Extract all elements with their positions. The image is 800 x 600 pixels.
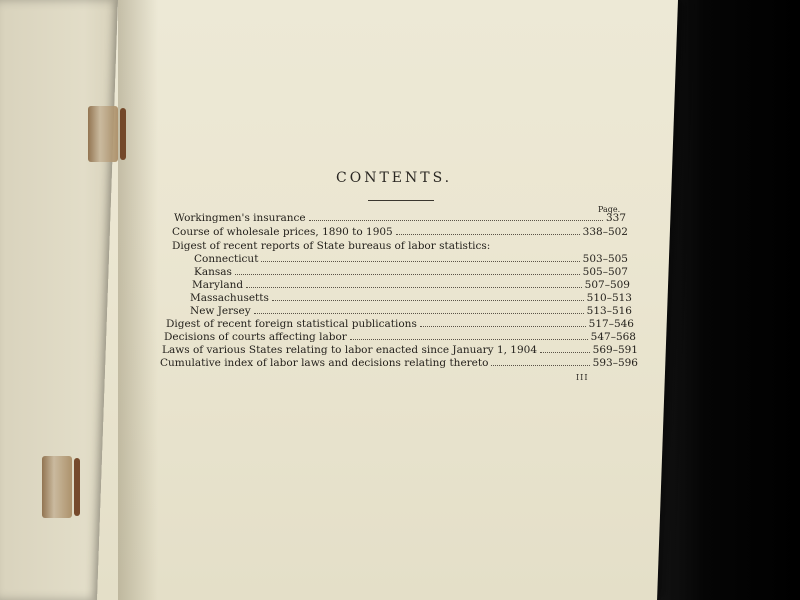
- toc-entry-title: New Jersey: [190, 305, 251, 317]
- toc-entry: [172, 240, 628, 254]
- toc-entry-title: Kansas: [194, 266, 232, 278]
- page-column-label: Page.: [598, 205, 621, 214]
- toc-entry-pages: 569–591: [592, 344, 638, 356]
- toc-entry-pages: 503–505: [582, 253, 628, 265]
- toc-entry: [162, 344, 638, 358]
- toc-entry: [166, 318, 634, 332]
- toc-entry-title: Digest of recent foreign statistical publications: [166, 318, 417, 330]
- toc-entry: [160, 357, 638, 371]
- toc-entry-pages: 513–516: [586, 305, 632, 317]
- toc-entry-pages: 338–502: [582, 226, 628, 238]
- toc-entry-pages: 507–509: [584, 279, 630, 291]
- toc-entry-title: Laws of various States relating to labor enacted since January 1, 1904: [162, 344, 538, 356]
- toc-entry-title: Course of wholesale prices, 1890 to 1905: [172, 226, 393, 238]
- toc-entry-title: Massachusetts: [190, 292, 269, 304]
- toc-entry-pages: 547–568: [590, 331, 636, 343]
- toc-entry: [174, 212, 626, 226]
- toc-entry-pages: 517–546: [588, 318, 634, 330]
- toc-entry-title: Maryland: [192, 279, 244, 291]
- toc-entry-title: Workingmen's insurance: [174, 212, 306, 224]
- toc-entry-title: Decisions of courts affecting labor: [164, 331, 347, 343]
- toc-entry: [194, 266, 628, 280]
- toc-entry-title: Digest of recent reports of State bureaus of labor statistics:: [172, 240, 491, 252]
- toc-entry: [172, 226, 628, 240]
- toc-entry: [192, 279, 630, 293]
- toc-entry: [164, 331, 636, 345]
- toc-entry: [190, 305, 632, 319]
- toc-entry-title: Cumulative index of labor laws and decisions relating thereto: [160, 357, 489, 369]
- toc-entry-pages: 510–513: [586, 292, 632, 304]
- toc-entry-pages: 337: [605, 212, 626, 224]
- toc-entry: [190, 292, 632, 306]
- toc-entry-pages: 505–507: [582, 266, 628, 278]
- toc-entry: [194, 253, 628, 267]
- toc-entry-pages: 593–596: [592, 357, 638, 369]
- toc-entry-title: Connecticut: [194, 253, 259, 265]
- page-folio: III: [576, 373, 589, 382]
- page-title: CONTENTS.: [336, 170, 453, 186]
